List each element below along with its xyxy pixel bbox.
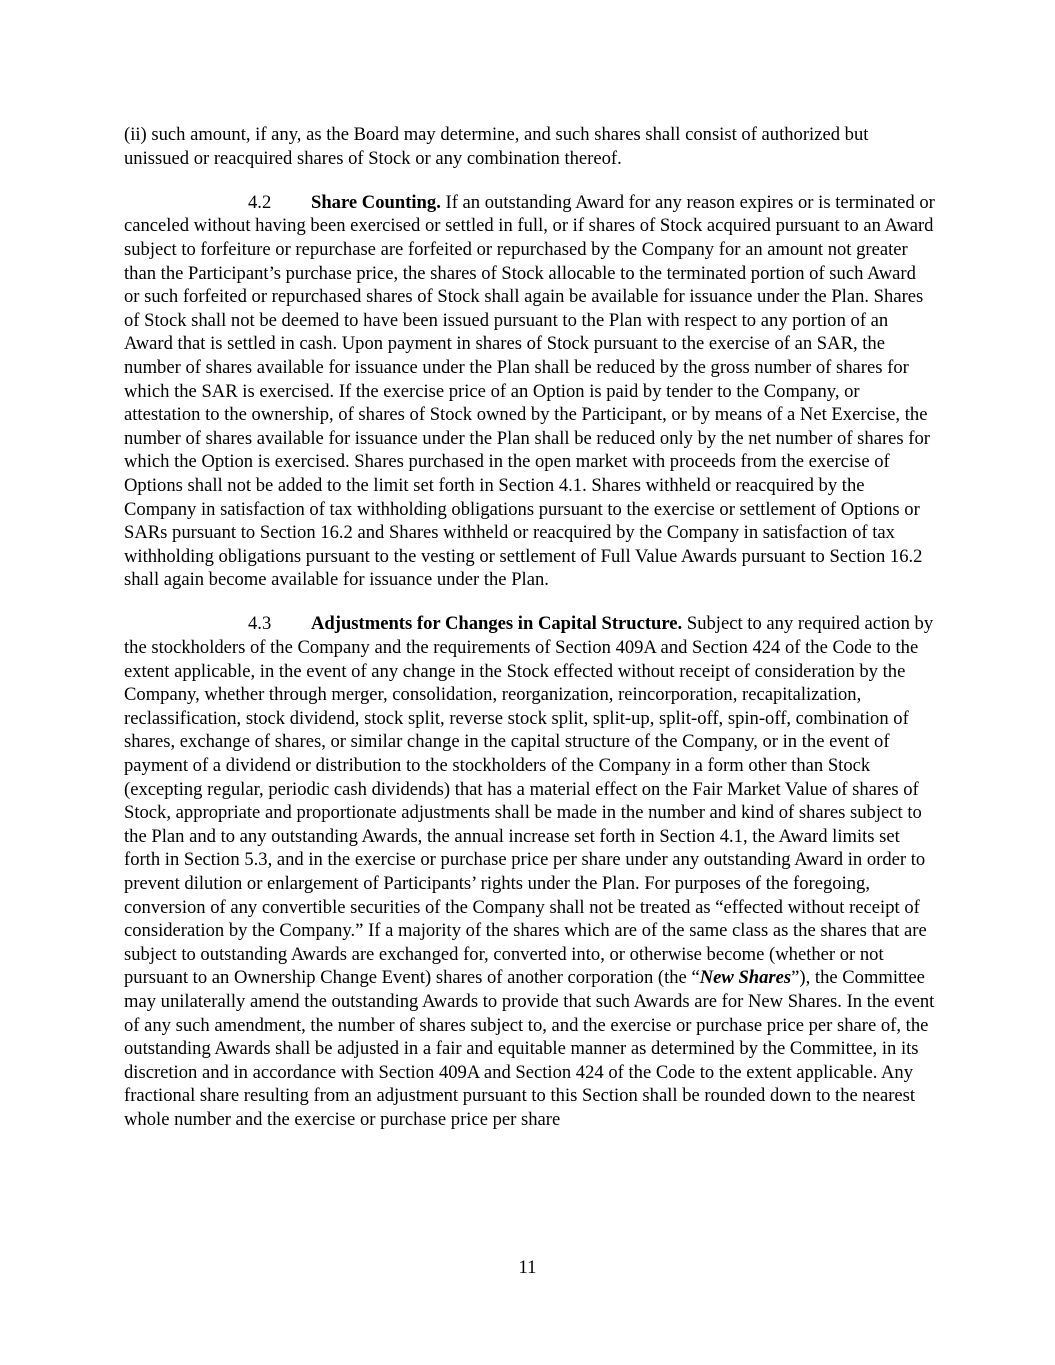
section-body: Subject to any required action by the stockholders of the Company and the requirements of Section 409A and Section 424 of the Code to the extent applicable, in the event of any change in the Stock effected without receipt of consideration by the Company, whether through merger, consolidation, reorganization, reincorporation, recapitalization, reclassification, stock dividend, stock split, reverse stock split, split-up, split-off, spin-off, combination of shares, exchange of shares, or similar change in the capital structure of the Company, or in the event of payment of a dividend or distribution to the stockholders of the Company in a form other than Stock (excepting regular, periodic cash dividends) that has a material effect on the Fair Market Value of shares of Stock, appropriate and proportionate adjustments shall be made in the number and kind of shares subject to the Plan and to any outstanding Awards, the annual increase set forth in Section 4.1, the Award limits set forth in Section 5.3, and in the exercise or purchase price per share under any outstanding Award in order to prevent dilution or enlargement of Participants’ rights under the Plan. For purposes of the foregoing, conversion of any convertible securities of the Company shall not be treated as “effected without receipt of consideration by the Company.” If a majority of the shares which are of the same class as the shares that are subject to outstanding Awards are exchanged for, converted into, or otherwise become (whether or not pursuant to an Ownership Change Event) shares of another corporation (the “ xyxy=(124,613,934,989)
defined-term: New Shares xyxy=(699,967,792,989)
section-4-2-paragraph xyxy=(124,191,936,592)
continuation-paragraph: (ii) such amount, if any, as the Board may determine, and such shares shall consist of authorized but unissued or reacquired shares of Stock or any combination thereof. xyxy=(124,124,869,169)
section-body: If an outstanding Award for any reason expires or is terminated or canceled without having been exercised or settled in full, or if shares of Stock acquired pursuant to an Award subject to forfeiture or repurchase are forfeited or repurchased by the Company for an amount not greater than the Participant’s purchase price, the shares of Stock allocable to the terminated portion of such Award or such forfeited or repurchased shares of Stock shall again be available for issuance under the Plan. Shares of Stock shall not be deemed to have been issued pursuant to the Plan with respect to any portion of an Award that is settled in cash. Upon payment in shares of Stock pursuant to the exercise of an SAR, the number of shares available for issuance under the Plan shall be reduced by the gross number of shares for which the SAR is exercised. If the exercise price of an Option is paid by tender to the Company, or attestation to the ownership, of shares of Stock owned by the Participant, or by means of a Net Exercise, the number of shares available for issuance under the Plan shall be reduced only by the net number of shares for which the Option is exercised. Shares purchased in the open market with proceeds from the exercise of Options shall not be added to the limit set forth in Section 4.1. Shares withheld or reacquired by the Company in satisfaction of tax withholding obligations pursuant to the exercise or settlement of Options or SARs pursuant to Section 16.2 and Shares withheld or reacquired by the Company in satisfaction of tax withholding obligations pursuant to the vesting or settlement of Full Value Awards pursuant to Section 16.2 shall again become available for issuance under the Plan. xyxy=(124,191,935,591)
section-4-3-paragraph xyxy=(124,612,936,1131)
page-number: 11 xyxy=(518,1257,537,1278)
section-number: 4.3 xyxy=(248,613,272,635)
section-body-continued: ”), the Committee may unilaterally amend the outstanding Awards to provide that such Awards are for New Shares. In the event of any such amendment, the number of shares subject to, and the exercise or purchase price per share of, the outstanding Awards shall be adjusted in a fair and equitable manner as determined by the Committee, in its discretion and in accordance with Section 409A and Section 424 of the Code to the extent applicable. Any fractional share resulting from an adjustment pursuant to this Section shall be rounded down to the nearest whole number and the exercise or purchase price per share xyxy=(124,967,935,1130)
section-number: 4.2 xyxy=(248,191,272,213)
document-page xyxy=(124,123,936,1152)
section-title: Share Counting. xyxy=(311,191,441,213)
section-title: Adjustments for Changes in Capital Structure. xyxy=(311,613,683,635)
